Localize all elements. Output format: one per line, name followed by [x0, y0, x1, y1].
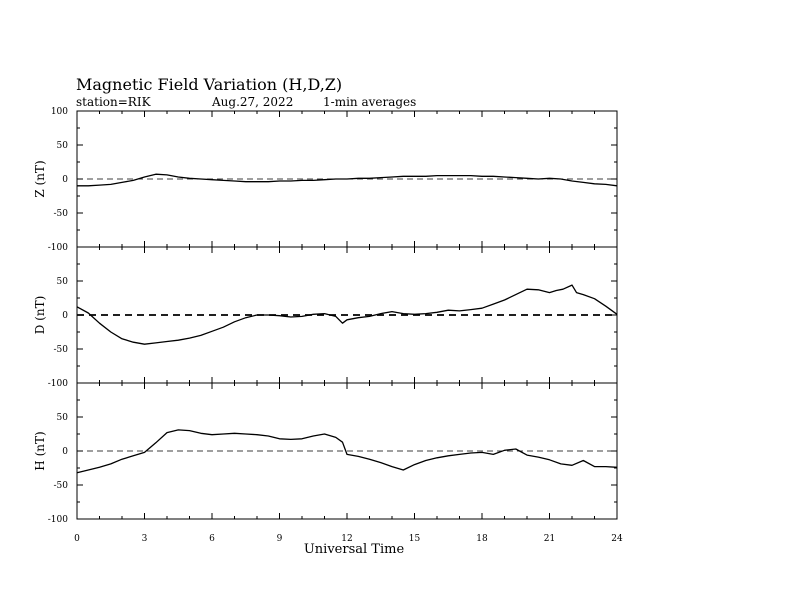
y-tick-label-d: -100: [47, 379, 68, 389]
y-tick-label-d: -50: [53, 345, 68, 355]
y-tick-label-z: -50: [53, 209, 68, 219]
y-axis-label-z: Z (nT): [33, 160, 47, 198]
y-tick-label-h: -50: [53, 481, 68, 491]
series-line-z: [77, 174, 617, 186]
panel-z: [33, 107, 617, 253]
station-label: station=RIK: [76, 95, 151, 109]
y-axis-label-h: H (nT): [33, 431, 47, 471]
y-tick-label-h: 50: [56, 413, 68, 423]
x-tick-label: 15: [408, 534, 421, 544]
y-tick-label-d: 0: [62, 311, 68, 321]
y-tick-label-z: 100: [50, 107, 68, 117]
y-tick-label-h: -100: [47, 515, 68, 525]
x-tick-label: 6: [209, 534, 215, 544]
y-tick-label-z: 50: [56, 141, 68, 151]
y-tick-label-z: -100: [47, 243, 68, 253]
date-label: Aug.27, 2022: [212, 95, 294, 109]
averaging-label: 1-min averages: [323, 95, 417, 109]
x-tick-label: 21: [543, 534, 556, 544]
y-tick-label-h: 0: [62, 447, 68, 457]
panel-d: [33, 247, 617, 389]
y-tick-label-z: 0: [62, 175, 68, 185]
x-tick-label: 3: [141, 534, 148, 544]
panels-group: [33, 107, 617, 525]
y-axis-label-d: D (nT): [33, 295, 47, 335]
x-tick-label: 24: [611, 534, 623, 544]
chart-title: Magnetic Field Variation (H,D,Z): [76, 75, 343, 94]
x-axis-label: Universal Time: [303, 542, 405, 557]
x-tick-label: 9: [276, 534, 283, 544]
y-tick-label-d: 50: [56, 277, 68, 287]
x-tick-label: 0: [74, 534, 80, 544]
x-tick-label: 12: [341, 534, 353, 544]
panel-h: [33, 383, 617, 525]
x-tick-label: 18: [476, 534, 488, 544]
